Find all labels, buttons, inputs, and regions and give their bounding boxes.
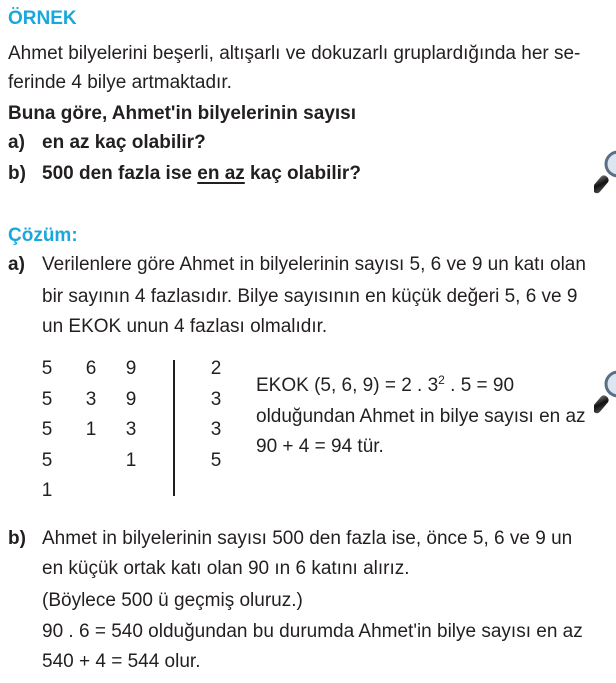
factor-cell: 1: [41, 480, 53, 501]
factor-cell: 9: [125, 389, 137, 410]
ekok-result: . 5 = 90: [444, 375, 515, 396]
factor-divisor: 2: [210, 358, 222, 379]
factor-cell: 3: [125, 419, 137, 440]
example-heading: ÖRNEK: [8, 8, 77, 29]
solution-b-label: b): [8, 528, 26, 549]
factor-cell: 1: [85, 419, 97, 440]
factor-cell: 1: [125, 450, 137, 471]
solution-heading: Çözüm:: [8, 225, 78, 246]
question-a-text: en az kaç olabilir?: [42, 132, 206, 153]
question-b-text-before: 500 den fazla ise: [42, 163, 198, 184]
factor-divisor: 3: [210, 419, 222, 440]
factor-cell: 6: [85, 358, 97, 379]
solution-a-label: a): [8, 254, 25, 275]
ekok-line-1: [256, 375, 514, 397]
solution-b-line-5: 540 + 4 = 544 olur.: [42, 651, 201, 672]
magnifying-glass-icon: [594, 150, 616, 196]
factor-cell: 3: [85, 389, 97, 410]
factor-cell: 5: [41, 389, 53, 410]
factor-cell: 5: [41, 358, 53, 379]
solution-a-line-1: Verilenlere göre Ahmet in bilyelerinin sayısı 5, 6 ve 9 un katı olan: [42, 254, 586, 275]
factor-divider-line: [173, 360, 175, 496]
factor-divisor: 5: [210, 450, 222, 471]
example-text-line-1: Ahmet bilyelerini beşerli, altışarlı ve dokuzarlı gruplardığında her se-: [8, 43, 581, 64]
question-b-underlined: en az: [197, 163, 245, 184]
question-b-text-after: kaç olabilir?: [244, 163, 361, 184]
magnifying-glass-icon: [594, 370, 616, 416]
ekok-line-2: olduğundan Ahmet in bilye sayısı en az: [256, 406, 586, 427]
factor-cell: 5: [41, 419, 53, 440]
example-text-line-2: ferinde 4 bilye artmaktadır.: [8, 72, 232, 93]
question-b-text: [42, 163, 361, 185]
ekok-expression: EKOK (5, 6, 9) = 2 . 3: [256, 375, 439, 396]
ekok-line-3: 90 + 4 = 94 tür.: [256, 436, 384, 457]
question-b-label: b): [8, 163, 26, 184]
solution-b-line-4: 90 . 6 = 540 olduğundan bu durumda Ahmet'in bilye sayısı en az: [42, 621, 583, 642]
factor-divisor: 3: [210, 389, 222, 410]
solution-b-line-3: (Böylece 500 ü geçmiş oluruz.): [42, 590, 303, 611]
question-a-label: a): [8, 132, 25, 153]
ekok-exponent: 2: [438, 373, 445, 387]
factor-cell: 5: [41, 450, 53, 471]
solution-a-line-2: bir sayının 4 fazlasıdır. Bilye sayısının en küçük değeri 5, 6 ve 9: [42, 286, 578, 307]
solution-b-line-1: Ahmet in bilyelerinin sayısı 500 den fazla ise, önce 5, 6 ve 9 un: [42, 528, 573, 549]
solution-b-line-2: en küçük ortak katı olan 90 ın 6 katını alırız.: [42, 558, 410, 579]
solution-a-line-3: un EKOK unun 4 fazlası olmalıdır.: [42, 316, 328, 337]
factor-cell: 9: [125, 358, 137, 379]
example-question: Buna göre, Ahmet'in bilyelerinin sayısı: [8, 103, 357, 124]
